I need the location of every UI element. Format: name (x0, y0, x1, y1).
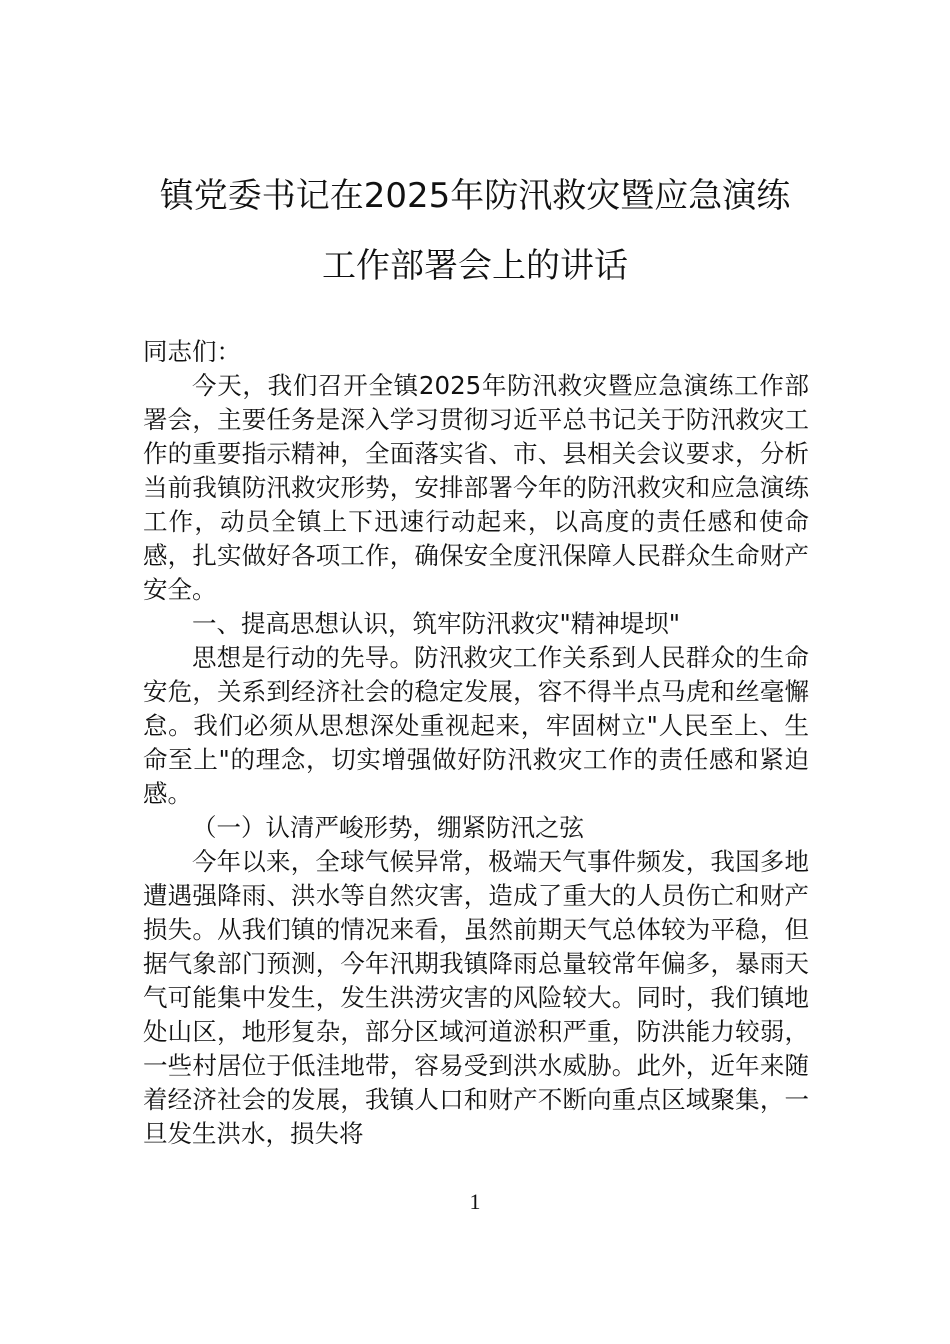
page-number: 1 (469, 1189, 481, 1214)
subsection-heading-1-1: （一）认清严峻形势，绷紧防汛之弦 (192, 813, 584, 842)
document-body (143, 335, 809, 1151)
paragraph-intro: 今天，我们召开全镇2025年防汛救灾暨应急演练工作部署会，主要任务是深入学习贯彻习近平总书记关于防汛救灾工作的重要指示精神，全面落实省、市、县相关会议要求，分析当前我镇防汛救灾形势，安排部署今年的防汛救灾和应急演练工作，动员全镇上下迅速行动起来，以高度的责任感和使命感，扎实做好各项工作，确保安全度汛保障人民群众生命财产安全。 (143, 371, 809, 604)
paragraph-subsection-1-1: 今年以来，全球气候异常，极端天气事件频发，我国多地遭遇强降雨、洪水等自然灾害，造成了重大的人员伤亡和财产损失。从我们镇的情况来看，虽然前期天气总体较为平稳，但据气象部门预测，今年汛期我镇降雨总量较常年偏多，暴雨天气可能集中发生，发生洪涝灾害的风险较大。同时，我们镇地处山区，地形复杂，部分区域河道淤积严重，防洪能力较弱，一些村居位于低洼地带，容易受到洪水威胁。此外，近年来随着经济社会的发展，我镇人口和财产不断向重点区域聚集，一旦发生洪水，损失将 (143, 847, 809, 1148)
paragraph-section-1: 思想是行动的先导。防汛救灾工作关系到人民群众的生命安危，关系到经济社会的稳定发展，容不得半点马虎和丝毫懈怠。我们必须从思想深处重视起来，牢固树立"人民至上、生命至上"的理念，切实增强做好防汛救灾工作的责任感和紧迫感。 (143, 643, 809, 808)
salutation: 同志们： (143, 337, 241, 366)
document-title-line-1: 镇党委书记在2025年防汛救灾暨应急演练 (159, 176, 791, 216)
section-heading-1: 一、提高思想认识，筑牢防汛救灾"精神堤坝" (192, 609, 681, 638)
document-title-line-2: 工作部署会上的讲话 (322, 246, 628, 286)
